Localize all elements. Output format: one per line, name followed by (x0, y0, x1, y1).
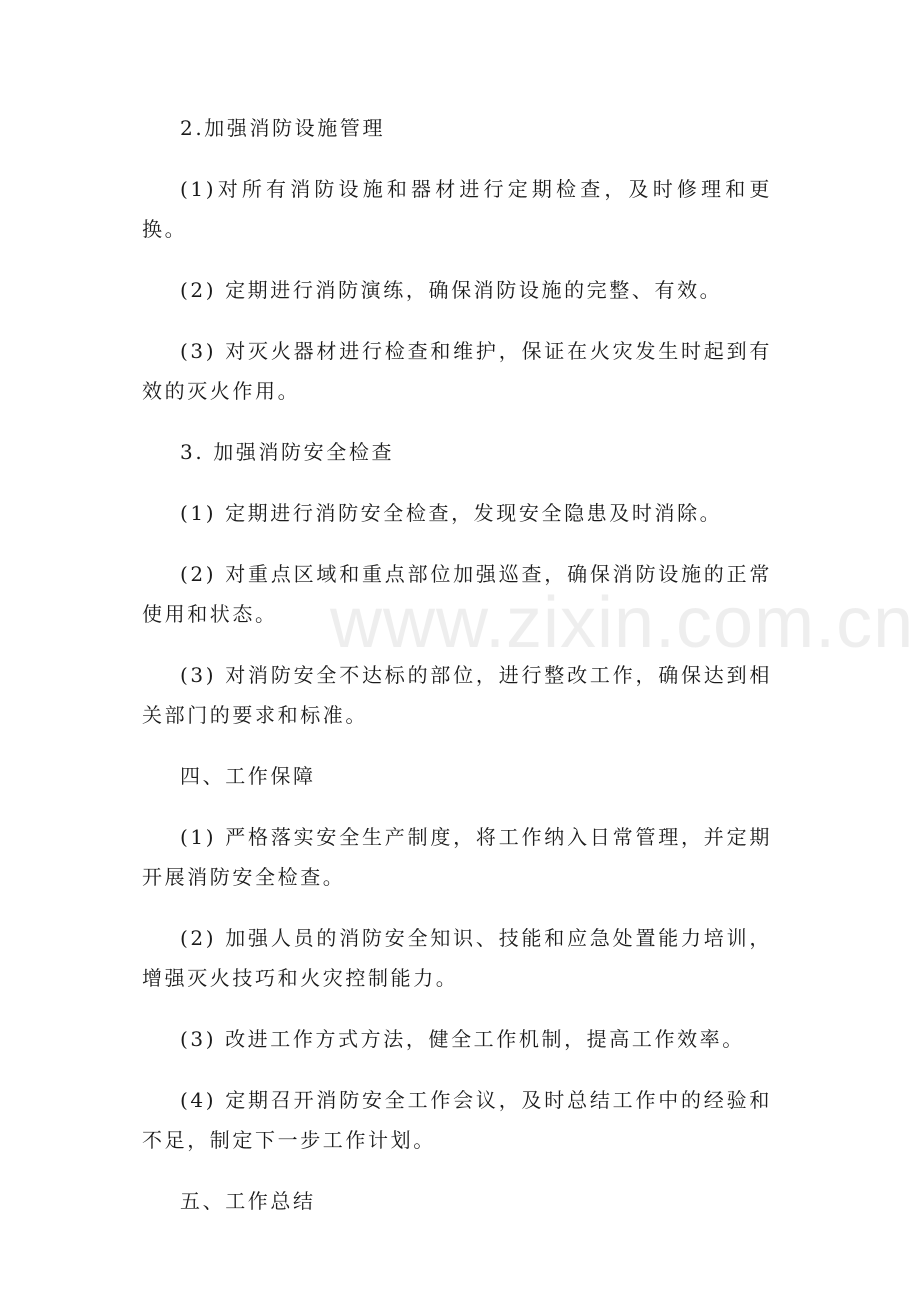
paragraph-item: (1)对所有消防设施和器材进行定期检查，及时修理和更换。 (142, 177, 772, 241)
paragraph-item: (3) 改进工作方式方法，健全工作机制，提高工作效率。 (180, 1027, 745, 1051)
paragraph-item: (1) 定期进行消防安全检查，发现安全隐患及时消除。 (180, 501, 723, 525)
section-heading-work-summary: 五、工作总结 (180, 1189, 316, 1213)
paragraph-item: (3) 对灭火器材进行检查和维护，保证在火灾发生时起到有效的灭火作用。 (142, 339, 772, 403)
paragraph-item: (3) 对消防安全不达标的部位，进行整改工作，确保达到相关部门的要求和标准。 (142, 663, 772, 727)
section-heading-facility-management: 2.加强消防设施管理 (180, 116, 386, 140)
watermark: www.zixin.com.cn (330, 583, 915, 663)
section-heading-work-guarantee: 四、工作保障 (180, 764, 316, 788)
paragraph-item: (1) 严格落实安全生产制度，将工作纳入日常管理，并定期开展消防安全检查。 (142, 825, 772, 889)
paragraph-item: (2) 定期进行消防演练，确保消防设施的完整、有效。 (180, 278, 723, 302)
document-body (142, 108, 772, 1242)
paragraph-item: (4) 定期召开消防安全工作会议，及时总结工作中的经验和不足，制定下一步工作计划。 (142, 1088, 772, 1152)
paragraph-item: (2) 加强人员的消防安全知识、技能和应急处置能力培训，增强灭火技巧和火灾控制能力。 (142, 926, 772, 990)
paragraph-item: (2) 对重点区域和重点部位加强巡查，确保消防设施的正常使用和状态。 (142, 562, 772, 626)
section-heading-safety-inspection: 3. 加强消防安全检查 (180, 440, 395, 464)
